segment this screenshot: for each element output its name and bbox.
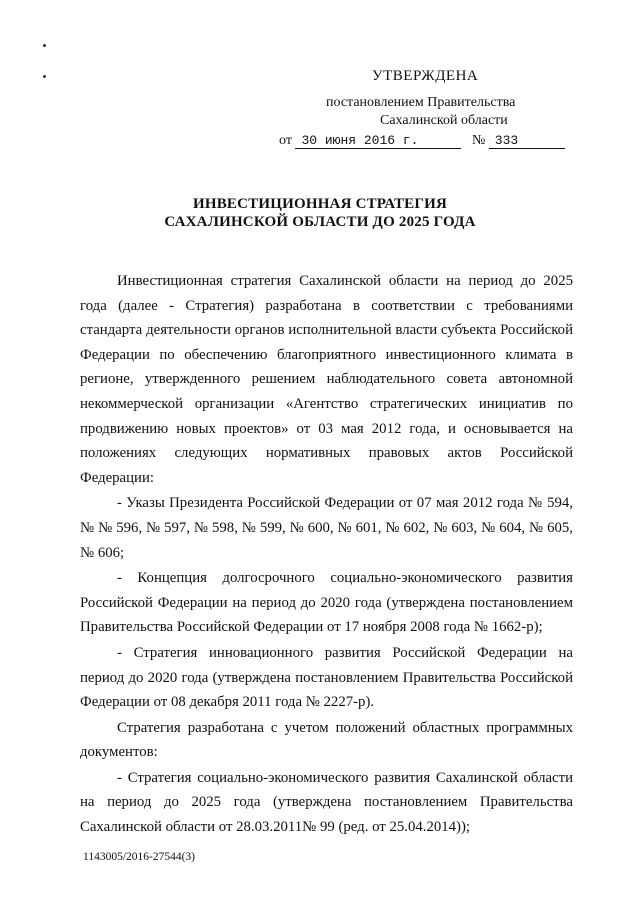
approval-line-2: Сахалинской области bbox=[380, 113, 508, 128]
document-title-line-1: ИНВЕСТИЦИОННАЯ СТРАТЕГИЯ bbox=[192, 196, 448, 212]
from-label: от bbox=[279, 133, 292, 148]
approval-line-1: постановлением Правительства bbox=[326, 95, 516, 110]
number-label: № bbox=[471, 133, 486, 148]
scan-speck bbox=[43, 44, 46, 47]
paragraph: Стратегия разработана с учетом положений областных программных документов: bbox=[80, 719, 573, 761]
approval-title: УТВЕРЖДЕНА bbox=[372, 68, 479, 84]
approval-date: 30 июня 2016 г. bbox=[295, 133, 461, 149]
document-body bbox=[80, 269, 573, 841]
paragraph: - Стратегия социально-экономического развития Сахалинской области на период до 2025 года (утверждена постановлением Правительства Сахалинской области от 28.03.2011№ 99 (ред. от 25.04.2014)); bbox=[80, 769, 573, 836]
paragraph: - Концепция долгосрочного социально-экономического развития Российской Федерации на период до 2020 года (утверждена постановлением Правительства Российской Федерации от 17 ноября 2008 года № 1662-р); bbox=[80, 570, 573, 636]
paragraph: - Указы Президента Российской Федерации от 07 мая 2012 года № 594, № № 596, № 597, № 598, № 599, № 600, № 601, № 602, № 603, № 604, № 605, № 606; bbox=[80, 495, 573, 561]
scan-speck bbox=[43, 75, 46, 78]
approval-number: 333 bbox=[489, 133, 565, 149]
approval-date-number-line bbox=[279, 133, 565, 149]
footer-document-code: 1143005/2016-27544(3) bbox=[83, 851, 196, 863]
document-title-line-2: САХАЛИНСКОЙ ОБЛАСТИ ДО 2025 ГОДА bbox=[164, 214, 476, 230]
paragraph: - Стратегия инновационного развития Российской Федерации на период до 2020 года (утверждена постановлением Правительства Российской Федерации от 08 декабря 2011 года № 2227-р). bbox=[80, 644, 573, 711]
document-title bbox=[0, 195, 640, 231]
paragraph: Инвестиционная стратегия Сахалинской области на период до 2025 года (далее - Стратегия) разработана в соответствии с требованиями стандарта деятельности органов исполнительной власти субъекта Российской Федерации по обеспечению благоприятного инвестиционного климата в регионе, утвержденного решением наблюдательного совета автономной некоммерческой организации «Агентство стратегических инициатив по продвижению новых проектов» от 03 мая 2012 года, и основывается на положениях следующих нормативных правовых актов Российской Федерации: bbox=[80, 273, 573, 486]
